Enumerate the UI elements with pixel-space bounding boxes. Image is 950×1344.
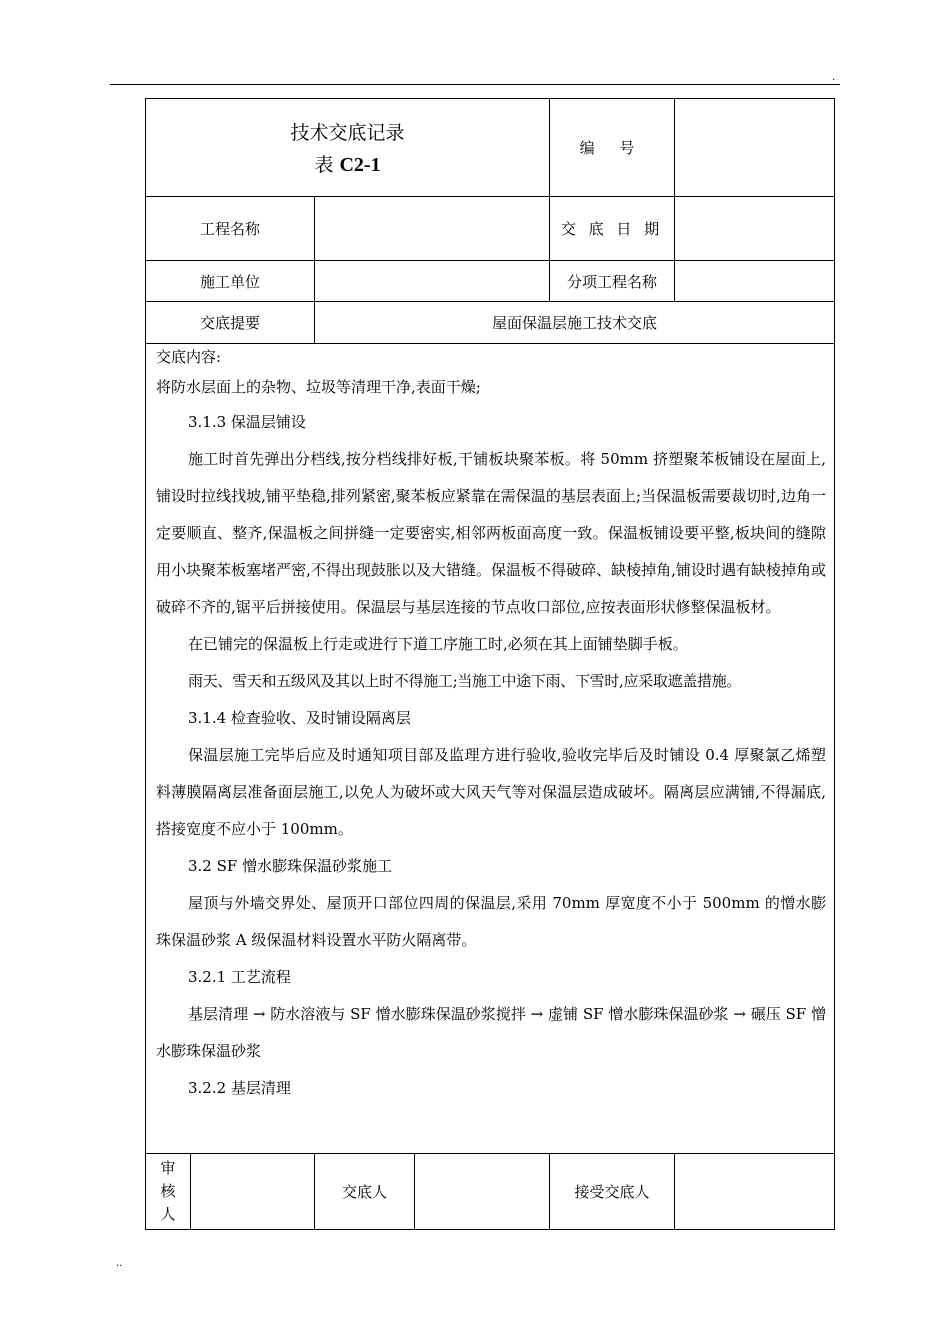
contractor-value[interactable] [315, 261, 550, 302]
summary-label: 交底提要 [146, 302, 315, 344]
table-code: 表 C2-1 [314, 153, 381, 176]
summary-value: 屋面保温层施工技术交底 [315, 302, 835, 344]
content-label: 交底内容: [156, 348, 222, 366]
footer-dots: .. [116, 1258, 123, 1269]
reviewer-label: 审 核 人 [146, 1154, 191, 1230]
header-rule [110, 84, 840, 85]
receiver-label: 接受交底人 [550, 1154, 675, 1230]
section-heading: 3.2 SF 憎水膨珠保温砂浆施工 [188, 857, 393, 875]
form-title-cell [146, 99, 550, 197]
process-flow: 基层清理 → 防水溶液与 SF 憎水膨珠保温砂浆搅拌 → 虚铺 SF 憎水膨珠保温砂浆 → 碾压 SF 憎水膨珠保温砂浆 [156, 1005, 827, 1060]
contractor-label: 施工单位 [146, 261, 315, 302]
section-heading: 3.1.3 保温层铺设 [188, 413, 306, 431]
discloser-label: 交底人 [315, 1154, 415, 1230]
sub-project-label: 分项工程名称 [550, 261, 675, 302]
project-name-label: 工程名称 [146, 197, 315, 261]
content-paragraph: 施工时首先弹出分档线,按分档线排好板,干铺板块聚苯板。将 50mm 挤塑聚苯板铺设在屋面上,铺设时拉线找坡,铺平垫稳,排列紧密,聚苯板应紧靠在需保温的基层表面上;当保温板需要裁切时,边角一定要顺直、整齐,保温板之间拼缝一定要密实,相邻两板面高度一致。保温板铺设要平整,板块间的缝隙用小块聚苯板塞堵严密,不得出现鼓胀以及大错缝。保温板不得破碎、缺棱掉角,铺设时遇有缺棱掉角或破碎不齐的,锯平后拼接使用。保温层与基层连接的节点收口部位,应按表面形状修整保温板材。 [156, 450, 827, 616]
discloser-value[interactable] [415, 1154, 550, 1230]
section-heading: 3.2.1 工艺流程 [188, 968, 291, 986]
content-paragraph: 将防水层面上的杂物、垃圾等清理干净,表面干燥; [156, 378, 481, 396]
content-paragraph: 在已铺完的保温板上行走或进行下道工序施工时,必须在其上面铺垫脚手板。 [188, 635, 688, 653]
date-value[interactable] [675, 197, 835, 261]
disclosure-content [146, 344, 835, 1154]
date-label: 交 底 日 期 [550, 197, 675, 261]
content-paragraph: 雨天、雪天和五级风及其以上时不得施工;当施工中途下雨、下雪时,应采取遮盖措施。 [188, 672, 742, 690]
number-label: 编 号 [550, 99, 675, 197]
disclosure-record-table [145, 98, 835, 1230]
header-dot: . [832, 72, 836, 83]
reviewer-value[interactable] [191, 1154, 315, 1230]
receiver-value[interactable] [675, 1154, 835, 1230]
content-paragraph: 保温层施工完毕后应及时通知项目部及监理方进行验收,验收完毕后及时铺设 0.4 厚聚氯乙烯塑料薄膜隔离层准备面层施工,以免人为破坏或大风天气等对保温层造成破坏。隔离层应满铺,不得漏底,搭接宽度不应小于 100mm。 [156, 746, 827, 838]
section-heading: 3.2.2 基层清理 [188, 1079, 291, 1097]
section-heading: 3.1.4 检查验收、及时铺设隔离层 [188, 709, 411, 727]
project-name-value[interactable] [315, 197, 550, 261]
number-value[interactable] [675, 99, 835, 197]
form-title: 技术交底记录 [290, 121, 405, 144]
sub-project-value[interactable] [675, 261, 835, 302]
content-paragraph: 屋顶与外墙交界处、屋顶开口部位四周的保温层,采用 70mm 厚宽度不小于 500mm 的憎水膨珠保温砂浆 A 级保温材料设置水平防火隔离带。 [156, 894, 827, 949]
